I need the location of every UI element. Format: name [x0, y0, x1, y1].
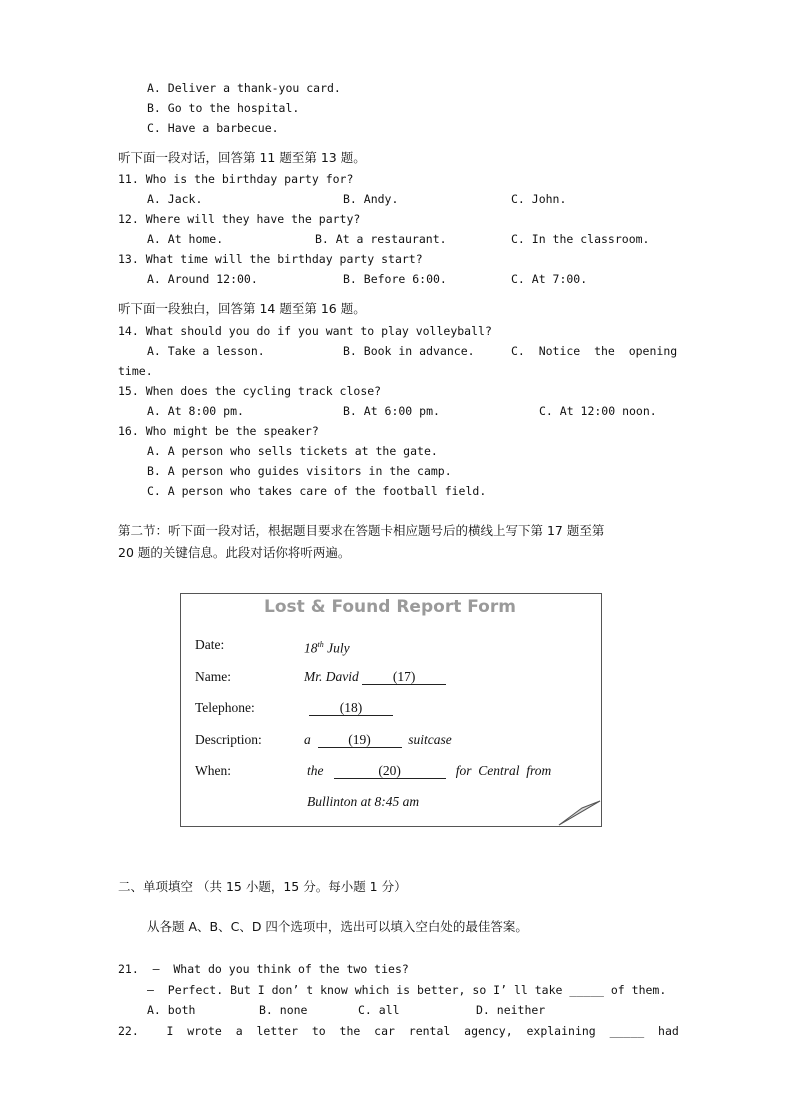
q14-stem: 14. What should you do if you want to play volleyball? [118, 324, 492, 338]
q21-line2: – Perfect. But I don’ t know which is better, so I’ ll take _____ of them. [147, 983, 667, 997]
form-when-label: When: [195, 763, 231, 778]
blank-19: (19) [318, 733, 402, 748]
q11-stem: 11. Who is the birthday party for? [118, 172, 354, 186]
form-telephone-value [309, 701, 393, 716]
form-when-value-line2: Bullinton at 8:45 am [307, 794, 420, 809]
q16-stem: 16. Who might be the speaker? [118, 424, 319, 438]
q14-option-c: C. Notice the opening [511, 344, 678, 358]
q15-stem: 15. When does the cycling track close? [118, 384, 382, 398]
form-date-value: 18th July [304, 640, 350, 656]
q12-stem: 12. Where will they have the party? [118, 212, 361, 226]
q21-option-a: A. both [147, 1003, 196, 1017]
blank-20: (20) [334, 764, 446, 779]
q15-option-a: A. At 8:00 pm. [147, 404, 244, 418]
q21-option-b: B. none [259, 1003, 308, 1017]
form-title: Lost & Found Report Form [264, 597, 516, 617]
q10-option-c: C. Have a barbecue. [147, 121, 279, 135]
form-description-value: a (19) suitcase [304, 732, 452, 747]
form-date-label: Date: [195, 637, 225, 652]
blank-17: (17) [362, 670, 446, 685]
form-when-value: the (20) for Central from [307, 763, 552, 778]
q11-option-c: C. John. [511, 192, 567, 206]
section-heading-11-13: 听下面一段对话，回答第 11 题至第 13 题。 [118, 150, 366, 165]
q16-option-a: A. A person who sells tickets at the gate. [147, 444, 438, 458]
blank-18: (18) [309, 701, 393, 716]
q22-line1: 22. I wrote a letter to the car rental agency, explaining _____ had [118, 1024, 679, 1038]
q11-option-a: A. Jack. [147, 192, 203, 206]
page-curl-icon [556, 799, 602, 827]
form-name-value: Mr. David (17) [304, 670, 446, 685]
q10-option-a: A. Deliver a thank-you card. [147, 81, 341, 95]
q14-option-c-continued: time. [118, 364, 153, 378]
q15-option-c: C. At 12:00 noon. [539, 404, 657, 418]
q15-option-b: B. At 6:00 pm. [343, 404, 440, 418]
q21-option-d: D. neither [476, 1003, 546, 1017]
form-description-label: Description: [195, 732, 262, 747]
q13-option-b: B. Before 6:00. [343, 272, 447, 286]
form-telephone-label: Telephone: [195, 700, 255, 715]
q10-option-b: B. Go to the hospital. [147, 101, 300, 115]
section2-instruction-line2: 20 题的关键信息。此段对话你将听两遍。 [118, 545, 351, 560]
q13-option-c: C. At 7:00. [511, 272, 588, 286]
q13-option-a: A. Around 12:00. [147, 272, 258, 286]
q12-option-b: B. At a restaurant. [315, 232, 447, 246]
part2-instruction: 从各题 A、B、C、D 四个选项中，选出可以填入空白处的最佳答案。 [147, 919, 528, 934]
q16-option-c: C. A person who takes care of the football field. [147, 484, 487, 498]
q13-stem: 13. What time will the birthday party start? [118, 252, 423, 266]
q21-option-c: C. all [358, 1003, 400, 1017]
q14-option-b: B. Book in advance. [343, 344, 475, 358]
q12-option-a: A. At home. [147, 232, 224, 246]
q11-option-b: B. Andy. [343, 192, 399, 206]
q14-option-a: A. Take a lesson. [147, 344, 265, 358]
q12-option-c: C. In the classroom. [511, 232, 650, 246]
q16-option-b: B. A person who guides visitors in the camp. [147, 464, 452, 478]
q21-line1: 21. – What do you think of the two ties? [118, 962, 409, 976]
section-heading-14-16: 听下面一段独白，回答第 14 题至第 16 题。 [118, 301, 366, 316]
section2-instruction-line1: 第二节：听下面一段对话，根据题目要求在答题卡相应题号后的横线上写下第 17 题至第 [118, 523, 605, 538]
form-name-label: Name: [195, 669, 231, 684]
part2-heading: 二、单项填空 （共 15 小题，15 分。每小题 1 分） [118, 879, 407, 894]
